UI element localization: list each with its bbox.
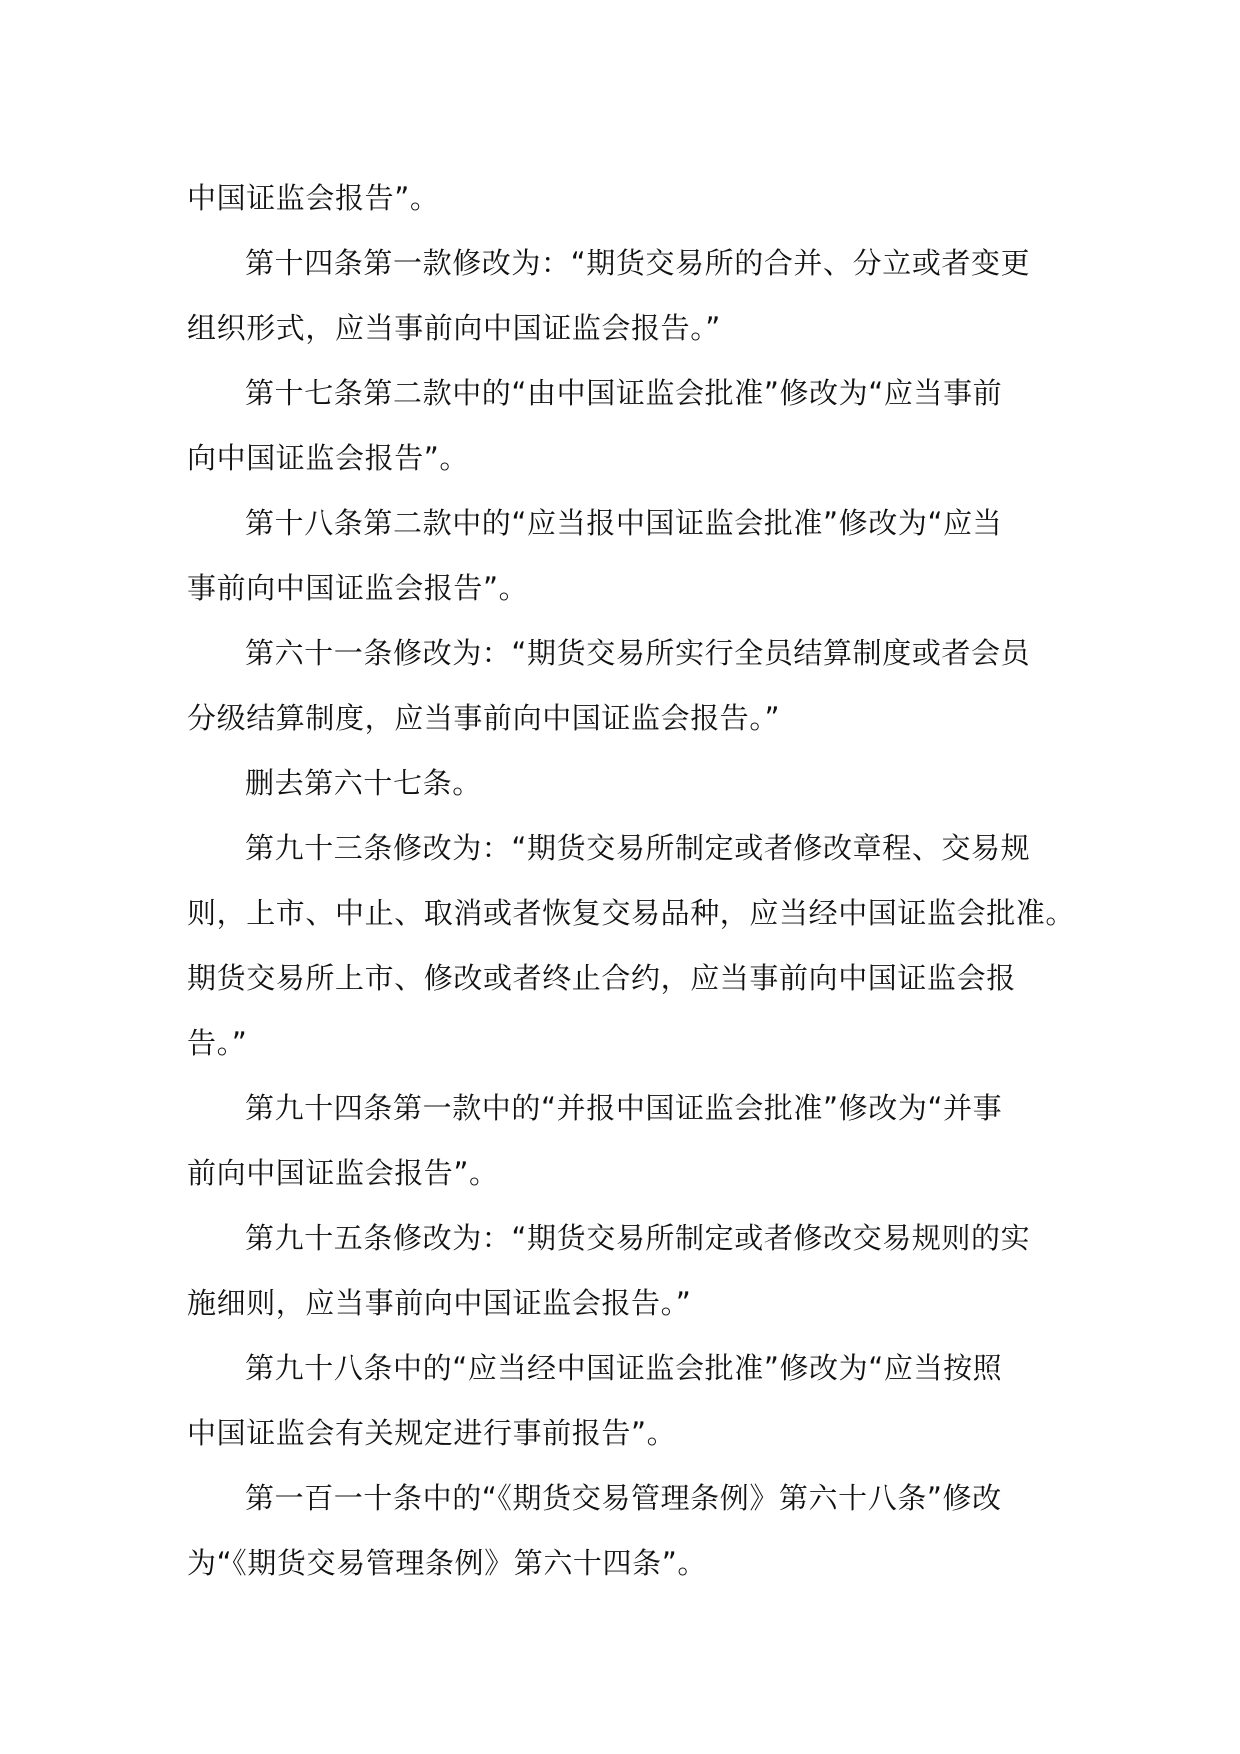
text-line: 分级结算制度，应当事前向中国证监会报告。”: [187, 701, 781, 735]
text-line: 前向中国证监会报告”。: [187, 1156, 499, 1190]
text-line: 向中国证监会报告”。: [187, 441, 470, 475]
text-line: 第十八条第二款中的“应当报中国证监会批准”修改为“应当: [245, 506, 1003, 540]
text-line: 第十七条第二款中的“由中国证监会批准”修改为“应当事前: [245, 376, 1003, 410]
text-line: 告。”: [187, 1026, 248, 1060]
text-line: 第十四条第一款修改为：“期货交易所的合并、分立或者变更: [245, 246, 1031, 280]
text-line: 第九十四条第一款中的“并报中国证监会批准”修改为“并事: [245, 1091, 1003, 1125]
text-line: 第九十三条修改为：“期货交易所制定或者修改章程、交易规: [245, 831, 1031, 865]
text-line: 中国证监会报告”。: [187, 181, 440, 215]
text-line: 删去第六十七条。: [245, 766, 482, 800]
text-line: 组织形式，应当事前向中国证监会报告。”: [187, 311, 721, 345]
text-line: 中国证监会有关规定进行事前报告”。: [187, 1416, 677, 1450]
text-line: 第九十八条中的“应当经中国证监会批准”修改为“应当按照: [245, 1351, 1003, 1385]
text-line: 为“《期货交易管理条例》第六十四条”。: [187, 1546, 707, 1580]
text-line: 第九十五条修改为：“期货交易所制定或者修改交易规则的实: [245, 1221, 1031, 1255]
text-line: 事前向中国证监会报告”。: [187, 571, 529, 605]
text-line: 期货交易所上市、修改或者终止合约，应当事前向中国证监会报: [187, 961, 1016, 995]
text-line: 第一百一十条中的“《期货交易管理条例》第六十八条”修改: [245, 1481, 1002, 1515]
text-line: 第六十一条修改为：“期货交易所实行全员结算制度或者会员: [245, 636, 1031, 670]
text-line: 则，上市、中止、取消或者恢复交易品种，应当经中国证监会批准。: [187, 896, 1076, 930]
document-body: [187, 166, 1076, 1596]
text-line: 施细则，应当事前向中国证监会报告。”: [187, 1286, 692, 1320]
